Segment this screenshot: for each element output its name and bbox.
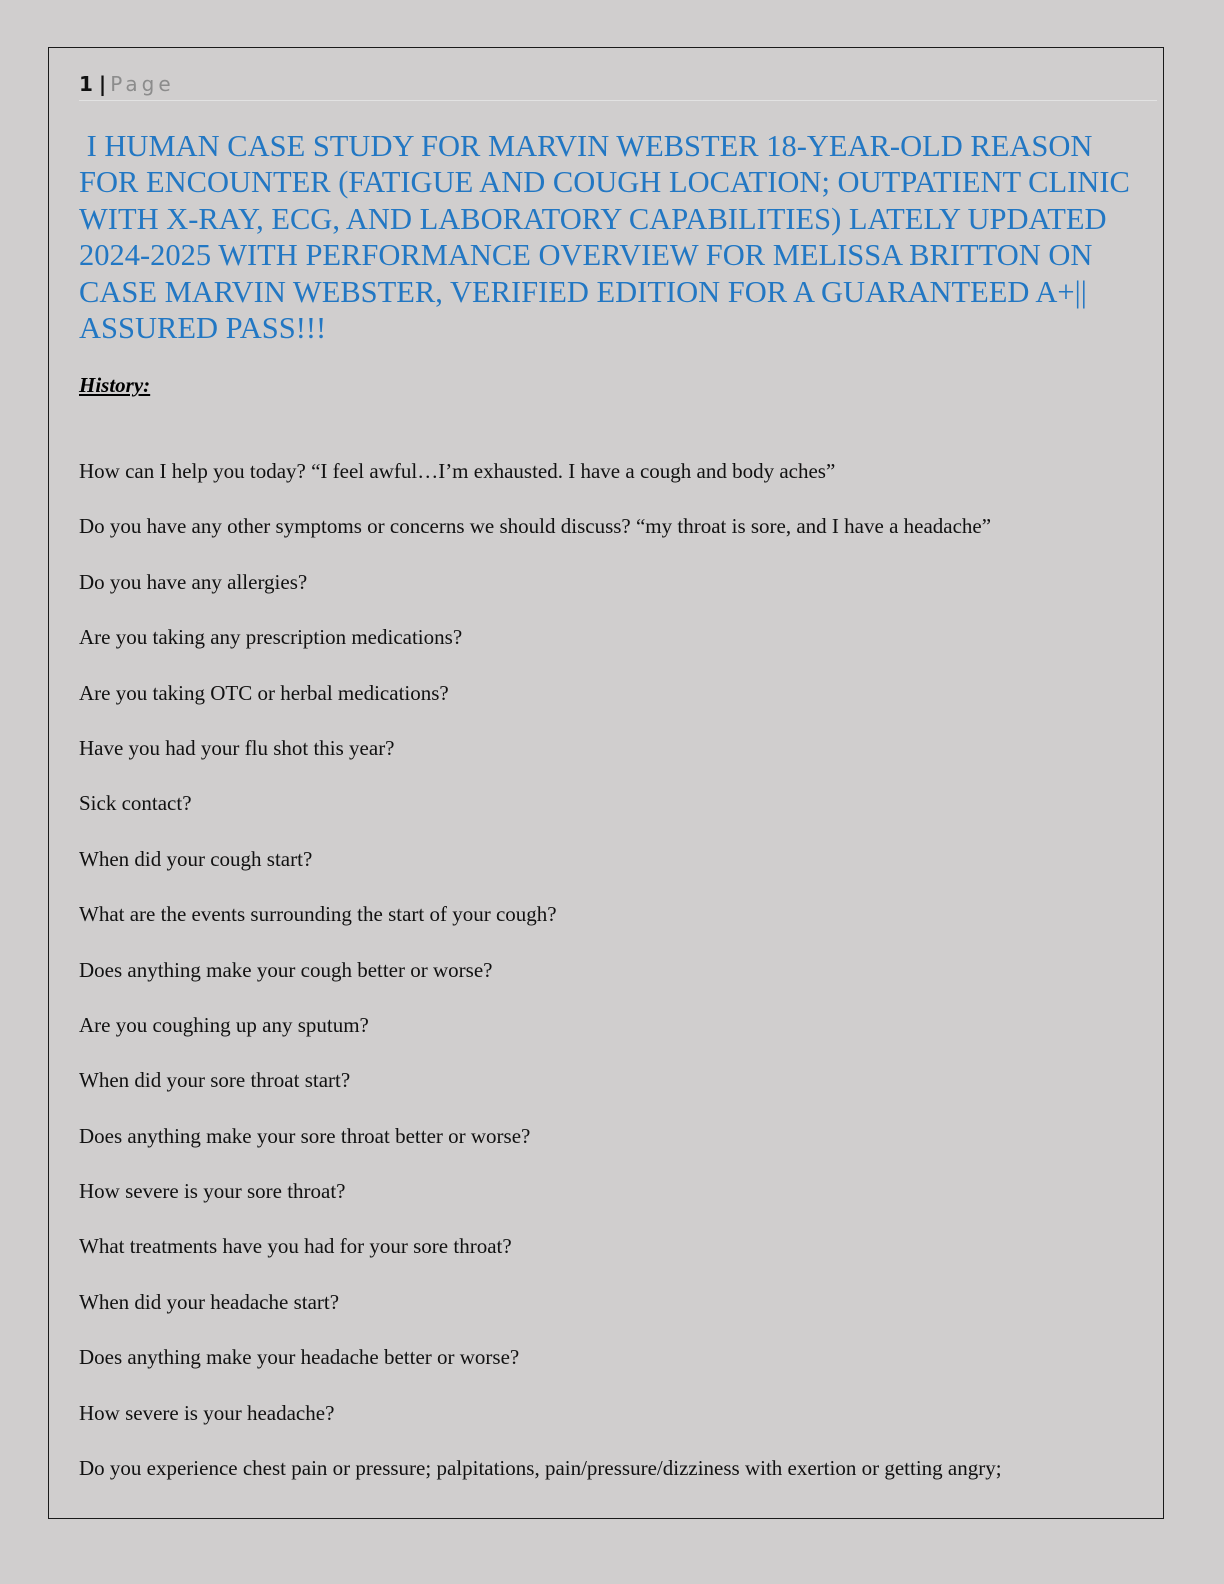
history-question: What are the events surrounding the start of your cough? (79, 902, 557, 927)
history-question: When did your sore throat start? (79, 1068, 351, 1093)
history-question: What treatments have you had for your sore throat? (79, 1234, 512, 1259)
history-question: When did your headache start? (79, 1289, 340, 1314)
history-question-list (79, 456, 1159, 1508)
page-number: 1 (79, 72, 93, 96)
history-question: Have you had your flu shot this year? (79, 735, 395, 760)
page-header-separator: | (98, 72, 107, 96)
history-question: How severe is your sore throat? (79, 1179, 346, 1204)
history-question: Does anything make your headache better or worse? (79, 1345, 520, 1370)
document-page (48, 47, 1164, 1519)
history-question: How can I help you today? “I feel awful…I’m exhausted. I have a cough and body aches” (79, 459, 836, 483)
history-question: Are you coughing up any sputum? (79, 1012, 369, 1037)
page-header (79, 70, 1157, 101)
page-label: Page (110, 72, 175, 96)
section-heading-history: History: (79, 373, 151, 397)
history-question: When did your cough start? (79, 846, 313, 871)
history-question: Are you taking any prescription medications? (79, 625, 463, 650)
history-question: Do you experience chest pain or pressure; palpitations, pain/pressure/dizziness with exertion or getting angry; (79, 1456, 1002, 1481)
history-question: Does anything make your sore throat better or worse? (79, 1123, 531, 1148)
history-question: Are you taking OTC or herbal medications? (79, 680, 449, 705)
document-title: I HUMAN CASE STUDY FOR MARVIN WEBSTER 18-YEAR-OLD REASON FOR ENCOUNTER (FATIGUE AND COUGH LOCATION; OUTPATIENT CLINIC WITH X-RAY, ECG, AND LABORATORY CAPABILITIES) LATELY UPDATED 2024-2025 WITH PERFORMANCE OVERVIEW FOR MELISSA BRITTON ON CASE MARVIN WEBSTER, VERIFIED EDITION FOR A GUARANTEED A+|| ASSURED PASS!!! (79, 129, 1137, 346)
history-question: Do you have any other symptoms or concerns we should discuss? “my throat is sore, and I have a headache” (79, 514, 992, 539)
history-question: How severe is your headache? (79, 1400, 335, 1425)
history-question: Do you have any allergies? (79, 569, 308, 594)
history-question: Sick contact? (79, 791, 192, 816)
history-question: Does anything make your cough better or worse? (79, 957, 493, 982)
